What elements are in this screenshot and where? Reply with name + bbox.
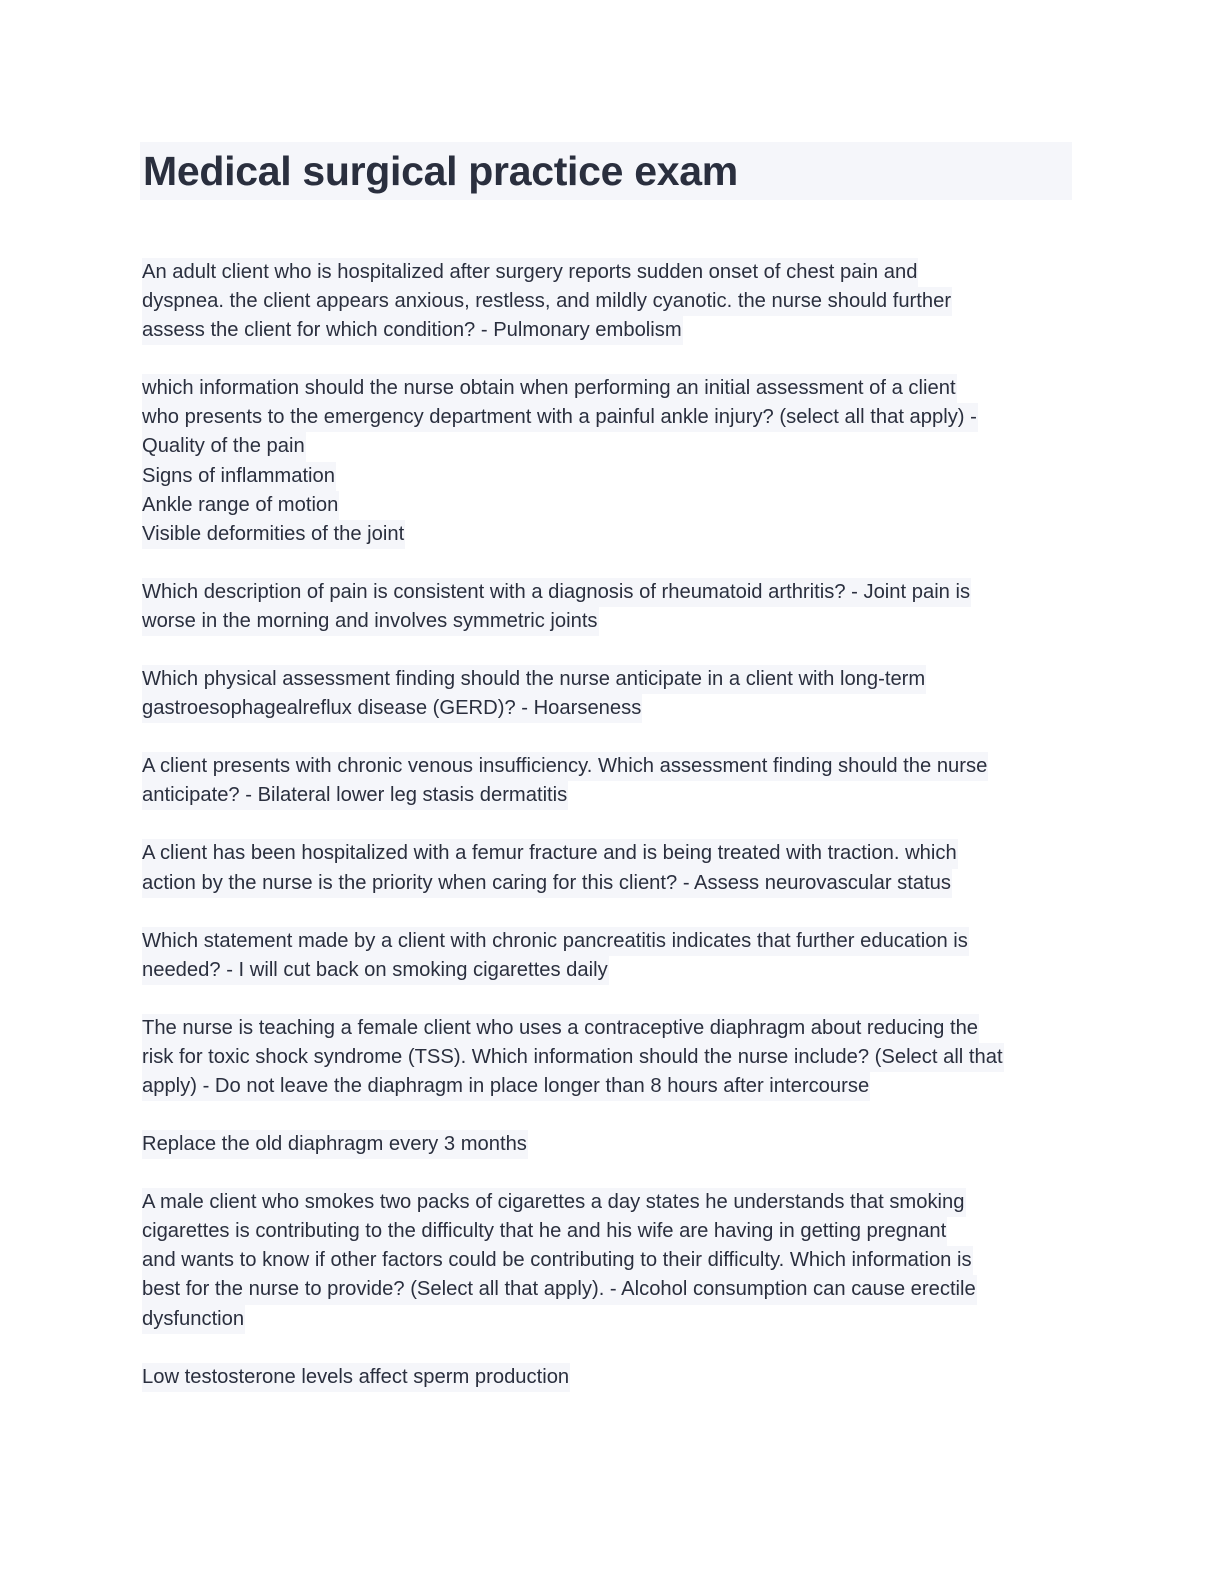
text-line: Replace the old diaphragm every 3 months [142, 1130, 528, 1159]
qa-paragraph [142, 1014, 1082, 1101]
text-line: which information should the nurse obtain when performing an initial assessment of a client [142, 374, 957, 403]
text-line: apply) - Do not leave the diaphragm in place longer than 8 hours after intercourse [142, 1072, 870, 1101]
text-line: anticipate? - Bilateral lower leg stasis dermatitis [142, 781, 568, 810]
qa-paragraph [142, 258, 1082, 345]
text-line: Low testosterone levels affect sperm production [142, 1363, 570, 1392]
qa-paragraph [142, 752, 1082, 810]
text-line: A client presents with chronic venous insufficiency. Which assessment finding should the nurse [142, 752, 988, 781]
text-line: cigarettes is contributing to the difficulty that he and his wife are having in getting pregnant [142, 1217, 947, 1246]
text-line: gastroesophagealreflux disease (GERD)? - Hoarseness [142, 694, 642, 723]
text-line: A male client who smokes two packs of cigarettes a day states he understands that smoking [142, 1188, 966, 1217]
text-line: dysfunction [142, 1305, 245, 1334]
text-line: and wants to know if other factors could be contributing to their difficulty. Which information is [142, 1246, 973, 1275]
text-line: needed? - I will cut back on smoking cigarettes daily [142, 956, 609, 985]
text-line: The nurse is teaching a female client who uses a contraceptive diaphragm about reducing the [142, 1014, 979, 1043]
page-title: Medical surgical practice exam [143, 148, 738, 194]
text-line: Visible deformities of the joint [142, 520, 405, 549]
title-band [140, 142, 1072, 200]
text-line: risk for toxic shock syndrome (TSS). Which information should the nurse include? (Select all that [142, 1043, 1004, 1072]
qa-paragraph [142, 839, 1082, 897]
text-line: Quality of the pain [142, 432, 306, 461]
text-line: action by the nurse is the priority when caring for this client? - Assess neurovascular status [142, 869, 952, 898]
qa-paragraph [142, 578, 1082, 636]
qa-paragraph [142, 1130, 1082, 1159]
text-line: worse in the morning and involves symmetric joints [142, 607, 599, 636]
text-line: Ankle range of motion [142, 491, 339, 520]
text-line: An adult client who is hospitalized after surgery reports sudden onset of chest pain and [142, 258, 918, 287]
text-line: assess the client for which condition? - Pulmonary embolism [142, 316, 683, 345]
text-line: Which physical assessment finding should the nurse anticipate in a client with long-term [142, 665, 926, 694]
qa-paragraph [142, 927, 1082, 985]
text-line: Which statement made by a client with chronic pancreatitis indicates that further education is [142, 927, 969, 956]
text-line: Which description of pain is consistent with a diagnosis of rheumatoid arthritis? - Joint pain is [142, 578, 971, 607]
text-line: dyspnea. the client appears anxious, restless, and mildly cyanotic. the nurse should further [142, 287, 952, 316]
document-body [142, 258, 1082, 1421]
text-line: A client has been hospitalized with a femur fracture and is being treated with traction. which [142, 839, 958, 868]
qa-paragraph [142, 374, 1082, 549]
qa-paragraph [142, 665, 1082, 723]
text-line: best for the nurse to provide? (Select all that apply). - Alcohol consumption can cause erectile [142, 1275, 977, 1304]
qa-paragraph [142, 1188, 1082, 1333]
text-line: who presents to the emergency department with a painful ankle injury? (select all that apply) - [142, 403, 978, 432]
text-line: Signs of inflammation [142, 462, 336, 491]
qa-paragraph [142, 1363, 1082, 1392]
